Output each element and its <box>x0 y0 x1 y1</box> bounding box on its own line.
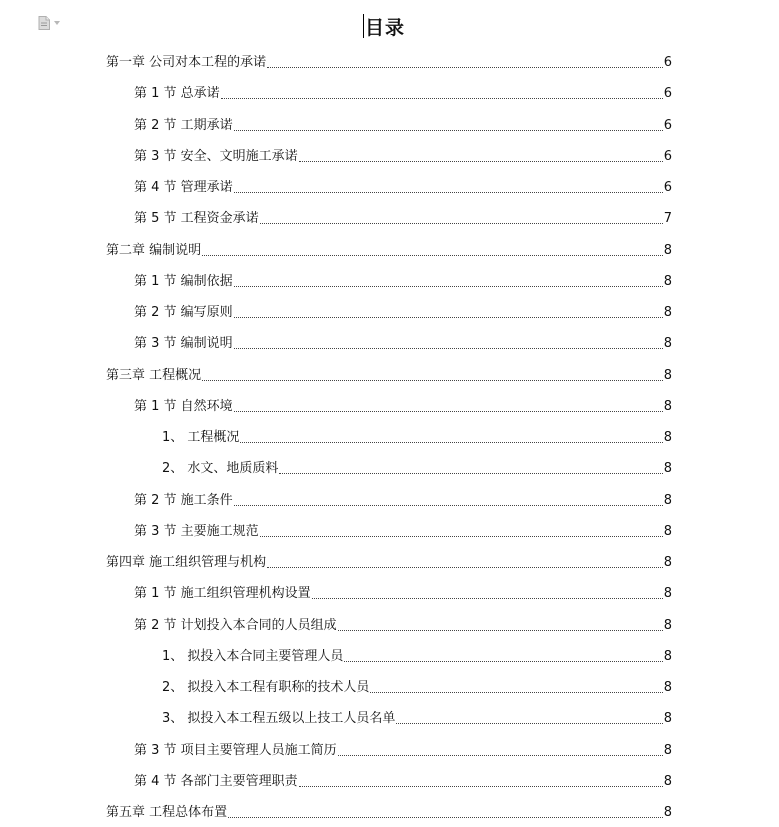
toc-leader-dots <box>260 536 663 537</box>
toc-entry[interactable] <box>162 647 672 667</box>
toc-entry-label: 第四章 施工组织管理与机构 <box>106 555 267 570</box>
toc-entry[interactable] <box>106 553 672 573</box>
toc-entry-page-number: 8 <box>663 617 672 633</box>
toc-entry-page-number: 8 <box>663 586 672 602</box>
toc-leader-dots <box>338 630 663 631</box>
toc-entry-page-number: 8 <box>663 430 672 445</box>
toc-entry-label: 第二章 编制说明 <box>106 242 202 258</box>
toc-entry-page-number: 8 <box>663 711 672 727</box>
toc-leader-dots <box>240 442 662 443</box>
toc-entry-page-number: 8 <box>663 273 672 289</box>
toc-entry-page-number: 8 <box>663 805 672 820</box>
toc-entry-page-number: 6 <box>663 180 672 195</box>
toc-leader-dots <box>279 473 662 474</box>
toc-entry[interactable] <box>134 741 672 761</box>
toc-entry[interactable] <box>134 397 672 417</box>
toc-entry[interactable] <box>134 116 672 136</box>
toc-entry-label: 第 2 节 工期承诺 <box>134 117 233 133</box>
toc-entry-label: 第三章 工程概况 <box>106 367 202 383</box>
toc-leader-dots <box>228 817 663 818</box>
toc-entry-label: 3、 拟投入本工程五级以上技工人员名单 <box>162 711 396 727</box>
toc-entry[interactable] <box>134 84 672 104</box>
toc-leader-dots <box>299 786 663 787</box>
toc-entry-label: 1、 拟投入本合同主要管理人员 <box>162 648 344 664</box>
toc-leader-dots <box>234 505 663 506</box>
toc-entry-page-number: 8 <box>663 523 672 539</box>
toc-entry-label: 第 3 节 主要施工规范 <box>134 523 259 539</box>
toc-entry[interactable] <box>134 522 672 542</box>
toc-entry-page-number: 8 <box>663 461 672 477</box>
toc-entry-label: 第五章 工程总体布置 <box>106 805 228 820</box>
toc-entry-label: 第 5 节 工程资金承诺 <box>134 211 259 227</box>
toc-entry-label: 第 4 节 管理承诺 <box>134 180 233 195</box>
document-menu[interactable] <box>38 16 60 30</box>
toc-entry-label: 1、 工程概况 <box>162 430 240 445</box>
toc-entry-label: 第 4 节 各部门主要管理职责 <box>134 773 298 789</box>
toc-entry-label: 第一章 公司对本工程的承诺 <box>106 55 267 70</box>
toc-entry-page-number: 8 <box>663 336 672 352</box>
toc-entry[interactable] <box>106 241 672 261</box>
toc-entry-label: 第 3 节 编制说明 <box>134 336 233 352</box>
toc-entry[interactable] <box>134 772 672 792</box>
toc-leader-dots <box>234 192 663 193</box>
toc-entry-label: 第 3 节 安全、文明施工承诺 <box>134 148 298 164</box>
toc-entry[interactable] <box>134 491 672 511</box>
toc-leader-dots <box>234 411 663 412</box>
toc-entry-page-number: 8 <box>663 492 672 508</box>
toc-leader-dots <box>234 286 663 287</box>
toc-entry-page-number: 8 <box>663 742 672 758</box>
toc-entry-label: 2、 拟投入本工程有职称的技术人员 <box>162 680 370 695</box>
toc-entry-page-number: 8 <box>663 398 672 414</box>
title-area[interactable] <box>363 11 405 41</box>
toc-leader-dots <box>338 755 663 756</box>
toc-entry-page-number: 8 <box>663 648 672 664</box>
toc-entry-page-number: 8 <box>663 555 672 570</box>
toc-entry-label: 第 1 节 编制依据 <box>134 273 233 289</box>
toc-leader-dots <box>202 380 663 381</box>
toc-entry[interactable] <box>134 616 672 636</box>
toc-entry-label: 第 3 节 项目主要管理人员施工简历 <box>134 742 337 758</box>
toc-entry[interactable] <box>162 678 672 698</box>
toc-leader-dots <box>267 567 663 568</box>
toc-entry-label: 第 2 节 编写原则 <box>134 305 233 320</box>
toc-entry[interactable] <box>106 366 672 386</box>
toc-entry-page-number: 8 <box>663 305 672 320</box>
toc-entry[interactable] <box>134 334 672 354</box>
toc-entry-label: 第 2 节 计划投入本合同的人员组成 <box>134 617 337 633</box>
toc-entry[interactable] <box>162 709 672 729</box>
toc-entry-label: 2、 水文、地质质料 <box>162 461 279 477</box>
toc-entry-page-number: 7 <box>663 211 672 227</box>
toc-entry[interactable] <box>134 303 672 323</box>
toc-leader-dots <box>260 223 663 224</box>
toc-entry[interactable] <box>134 584 672 604</box>
toc-entry-page-number: 6 <box>663 117 672 133</box>
toc-entry[interactable] <box>106 803 672 823</box>
toc-leader-dots <box>312 598 663 599</box>
toc-leader-dots <box>370 692 662 693</box>
toc-entry-label: 第 1 节 施工组织管理机构设置 <box>134 586 311 602</box>
toc-entry-page-number: 8 <box>663 367 672 383</box>
toc-leader-dots <box>299 161 663 162</box>
toc-entry[interactable] <box>134 272 672 292</box>
chevron-down-icon <box>54 21 60 25</box>
toc-entry[interactable] <box>134 209 672 229</box>
toc-entry[interactable] <box>162 428 672 448</box>
toc-entry[interactable] <box>134 178 672 198</box>
toc-leader-dots <box>234 348 663 349</box>
toc-entry-page-number: 8 <box>663 242 672 258</box>
toc-leader-dots <box>234 317 663 318</box>
toc-entry-page-number: 6 <box>663 55 672 70</box>
toc-entry-label: 第 2 节 施工条件 <box>134 492 233 508</box>
toc-entry-page-number: 8 <box>663 773 672 789</box>
toc-entry[interactable] <box>162 459 672 479</box>
page-title: 目录 <box>365 16 406 39</box>
toc-leader-dots <box>202 255 663 256</box>
toc-entry-label: 第 1 节 自然环境 <box>134 398 233 414</box>
toc-leader-dots <box>267 67 663 68</box>
toc-entry-page-number: 6 <box>663 86 672 102</box>
toc-entry-label: 第 1 节 总承诺 <box>134 86 220 102</box>
toc-leader-dots <box>234 130 663 131</box>
toc-leader-dots <box>396 723 662 724</box>
toc-leader-dots <box>221 98 663 99</box>
text-cursor <box>363 14 364 38</box>
toc-leader-dots <box>344 661 662 662</box>
document-icon <box>38 16 50 30</box>
toc-entry[interactable] <box>106 53 672 73</box>
toc-entry[interactable] <box>134 147 672 167</box>
toc-entry-page-number: 8 <box>663 680 672 695</box>
toc-entry-page-number: 6 <box>663 148 672 164</box>
